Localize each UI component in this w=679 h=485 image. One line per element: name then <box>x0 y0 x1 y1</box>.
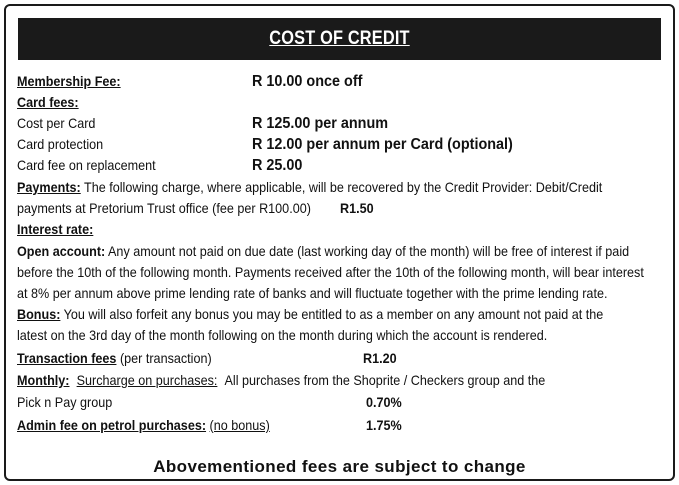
bonus-line2: latest on the 3rd day of the month following on the month during which the account is rendered. <box>17 327 548 343</box>
interest-heading-row <box>17 219 93 240</box>
open-account-line3: at 8% per annum above prime lending rate of banks and will fluctuate together with the prime lending rate. <box>17 285 608 301</box>
admin-fee-note: (no bonus) <box>209 417 270 433</box>
membership-value: R 10.00 once off <box>252 73 363 90</box>
card-replacement-label: Card fee on replacement <box>17 157 156 173</box>
card-replacement-value: R 25.00 <box>252 157 303 174</box>
admin-fee-label: Admin fee on petrol purchases: <box>17 417 207 433</box>
card-protection-value: R 12.00 per annum per Card (optional) <box>252 136 513 153</box>
monthly-row <box>17 370 545 391</box>
footer-note: Abovementioned fees are subject to change <box>153 457 526 476</box>
monthly-label: Monthly: <box>17 372 70 388</box>
open-account-row <box>17 241 629 262</box>
transaction-fees-label: Transaction fees <box>17 350 117 366</box>
payments-text-line2: payments at Pretorium Trust office (fee per R100.00) <box>17 200 311 216</box>
bonus-label: Bonus: <box>17 306 61 322</box>
open-account-line2: before the 10th of the following month. Payments received after the 10th of the following month, will bear interest <box>17 264 644 280</box>
payments-text-line1: The following charge, where applicable, will be recovered by the Credit Provider: Debit/Credit <box>84 179 603 195</box>
membership-label-row <box>17 71 121 92</box>
payments-row-2 <box>17 198 311 219</box>
admin-fee-value: 1.75% <box>366 417 402 433</box>
payments-row <box>17 177 602 198</box>
monthly-sub-label: Surcharge on purchases: <box>76 372 218 388</box>
monthly-value: 0.70% <box>366 394 402 410</box>
card-fees-heading-row <box>17 92 79 113</box>
transaction-fees-note: (per transaction) <box>119 350 212 366</box>
title-banner <box>18 18 661 60</box>
monthly-line2: Pick n Pay group <box>17 394 113 410</box>
membership-label: Membership Fee: <box>17 73 121 89</box>
bonus-row <box>17 304 603 325</box>
payments-amount: R1.50 <box>340 200 374 216</box>
card-protection-label: Card protection <box>17 136 104 152</box>
payments-label: Payments: <box>17 179 81 195</box>
cost-per-card-value: R 125.00 per annum <box>252 115 389 132</box>
interest-heading: Interest rate: <box>17 221 94 237</box>
cost-per-card-label: Cost per Card <box>17 115 96 131</box>
monthly-line1: All purchases from the Shoprite / Checkers group and the <box>224 372 546 388</box>
open-account-line1: Any amount not paid on due date (last working day of the month) will be free of interest if paid <box>108 243 630 259</box>
page-title: COST OF CREDIT <box>269 28 410 49</box>
bonus-line1: You will also forfeit any bonus you may be entitled to as a member on any amount not paid at the <box>63 306 604 322</box>
admin-fee-row <box>17 415 270 436</box>
open-account-label: Open account: <box>17 243 106 259</box>
transaction-fees-row <box>17 348 212 369</box>
transaction-fees-value: R1.20 <box>363 350 397 366</box>
card-fees-heading: Card fees: <box>17 94 79 110</box>
cost-of-credit-panel <box>4 4 675 481</box>
